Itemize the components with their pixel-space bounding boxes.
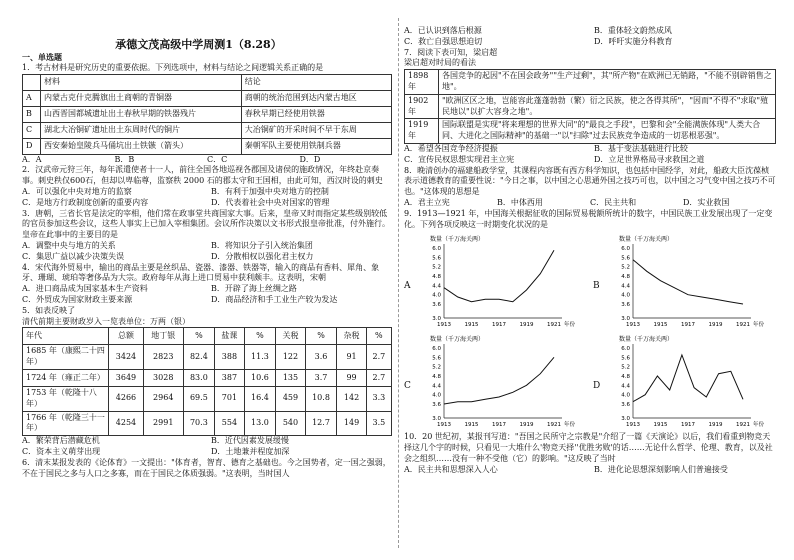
line-chart-c (404, 332, 584, 432)
q4-stem: 4．宋代海外贸易中，输出的商品主要是丝织品、瓷器、漆器、铁器等，输入的商品有香料、犀角、象牙、珊瑚、琥珀等奢侈品为大宗。政府每年从海上进口贸易中获利颇丰。这表明，宋朝 (22, 262, 380, 283)
option: A．民主共和思想深入人心 (404, 464, 498, 474)
table-cell: 387 (215, 369, 244, 386)
y-tick-label: 3.6 (621, 402, 630, 409)
table-cell: D (23, 138, 41, 154)
table-cell: 70.3 (183, 411, 215, 436)
table-row (23, 106, 392, 122)
y-tick-label: 5.2 (621, 365, 630, 372)
table-cell: 12.7 (305, 411, 337, 436)
table-cell: % (244, 328, 276, 345)
x-tick-label: 1919 (708, 422, 723, 429)
option: A．进口商品成为国家基本生产资料 (22, 284, 148, 294)
option: D．商品经济和手工业生产较为发达 (211, 294, 338, 304)
y-tick-label: 4.0 (432, 293, 441, 300)
table-cell: % (366, 328, 391, 345)
y-tick-label: 6.0 (432, 346, 441, 353)
y-tick-label: 4.8 (621, 274, 630, 281)
option: A．调整中央与地方的关系 (22, 240, 116, 250)
line-chart-b (593, 232, 773, 332)
table-cell: 16.4 (244, 386, 276, 411)
option: C．是地方行政制度创新的重要内容 (22, 197, 149, 207)
q7-options (404, 144, 776, 166)
q1-table (22, 74, 392, 155)
table-cell: 地丁银 (143, 328, 183, 345)
table-row (23, 138, 392, 154)
y-tick-label: 4.4 (432, 383, 441, 390)
y-tick-label: 3.0 (621, 316, 630, 323)
table-cell: 山西晋国都城遗址出土春秋早期的铁器残片 (41, 106, 242, 122)
x-tick-label: 1915 (464, 322, 479, 329)
table-cell: 3.7 (305, 369, 337, 386)
page-title: 承德文茂高级中学周测1（8.28） (115, 38, 282, 51)
table-row (23, 345, 392, 370)
table-cell: 结论 (241, 74, 391, 90)
table-cell: 82.4 (183, 345, 215, 370)
y-tick-label: 4.8 (432, 374, 441, 381)
table-cell: 1753 年（乾隆十八年） (23, 386, 109, 411)
x-tick-label: 1913 (626, 322, 640, 329)
option: B．重体轻文蔚然成风 (594, 26, 672, 35)
table-cell: 388 (215, 345, 244, 370)
table-cell: 2.7 (366, 345, 391, 370)
table-cell: 10.6 (244, 369, 276, 386)
option: C．宣传民权思想实现君主立宪 (404, 154, 515, 164)
table-cell: 国际联盟是实现"将来理想的世界大同"的"最良之手段"，巴黎和会"全能满族体现"人类大合同、大进化之国际精神"的基础一"以"扫除"过去民族竞争造成的一切恶根恶强"。 (439, 119, 776, 144)
q5-caption: 清代前期主要财政岁入一览表单位：万两（银） (22, 316, 190, 326)
q5-table (22, 327, 392, 436)
table-row (23, 369, 392, 386)
x-tick-label: 1919 (519, 322, 534, 329)
table-cell: 3.5 (366, 411, 391, 436)
option: A．希望各国竞争经济提振 (404, 143, 498, 153)
option: B．近代因素发展缓慢 (211, 436, 289, 446)
table-cell: 4254 (109, 411, 144, 436)
y-tick-label: 5.6 (621, 355, 630, 362)
table-row (23, 90, 392, 106)
option: B．开辟了海上丝绸之路 (211, 284, 297, 294)
q2-options (22, 187, 392, 209)
q6-options (404, 26, 776, 48)
option: D．土地兼并程度加深 (211, 446, 290, 456)
table-cell: 西安秦始皇陵兵马俑坑出土铁镞（箭头） (41, 138, 242, 154)
table-cell: 1685 年（康熙二十四年） (23, 345, 109, 370)
table-cell: 1919 年 (405, 119, 439, 144)
q5-stem: 5．如表反映了 (22, 305, 76, 315)
y-tick-label: 6.0 (621, 346, 630, 353)
option: A．已认识到落后根源 (404, 26, 482, 35)
y-axis-label: 数量（千万海关两） (430, 236, 485, 244)
table-cell: 1898 年 (405, 70, 439, 95)
x-tick-label: 1915 (653, 322, 668, 329)
table-cell: A (23, 90, 41, 106)
table-cell: 4266 (109, 386, 144, 411)
y-tick-label: 3.6 (432, 402, 441, 409)
q6-stem: 6．清末某报发表的《论体育》一文提出："体育者，智育、德育之基础也。今之国势者，定一国之强弱，不在于国民之多与人口之多寡，而在于国民之体质强弱。"这表明，当时国人 (22, 457, 391, 478)
table-cell: 杂税 (337, 328, 366, 345)
option: A．可以强化中央对地方的监察 (22, 186, 132, 196)
table-row (405, 70, 776, 95)
option: B．进化论思想深刻影响人们普遍接受 (594, 464, 728, 474)
x-axis-label: 年份 (564, 422, 576, 429)
line-chart-d (593, 332, 773, 432)
y-tick-label: 3.0 (432, 316, 441, 323)
q3-stem: 3．唐朝，三省长官是法定的宰相，他们常在政事堂共商国家大事。后来，皇帝又时而指定某些级别较低的官员参加这些会议，这些人事实上已加入宰相集团。会议所作决策以文书形式报皇帝批准，付外施行。皇帝在此事中的主要目的是 (22, 208, 390, 240)
table-cell: % (305, 328, 337, 345)
q7-table (404, 69, 776, 144)
option: D．立足世界格局寻求救国之道 (594, 154, 705, 164)
section-heading: 一、单选题 (22, 52, 62, 62)
series-line (444, 358, 554, 405)
chart-option-label: B (593, 281, 600, 292)
y-tick-label: 4.4 (621, 283, 630, 290)
y-tick-label: 5.6 (432, 355, 441, 362)
x-tick-label: 1921 (736, 322, 750, 329)
q8-stem: 8．晚清创办的福建船政学堂，其课程内容既有西方科学知识，也包括中国经学，对此，船政大臣沈葆桢表示道德教育的重要性说："今日之事，以中国之心思通外国之技巧可也，以中国之习气变中国之技巧不可也。"这体现的思想是 (404, 165, 776, 197)
q2-stem: 2．汉武帝元狩三年，每年派遣使者十一人，前往全国各地巡视各郡国及诸侯的施政情况，年终赴京奏事。刺史秩仅600石，但却以卑临尊，监察秩 2000 石的郡太守和王国相，由此可知，西汉时设的刺史 (22, 165, 383, 186)
option: B．将知识分子引入统治集团 (211, 240, 313, 250)
option: D．呼吁实施分科教育 (594, 36, 673, 46)
option: C．C (207, 154, 228, 164)
x-tick-label: 1915 (464, 422, 479, 429)
table-cell: 1766 年（乾隆三十一年） (23, 411, 109, 436)
y-tick-label: 5.6 (621, 255, 630, 262)
x-axis-label: 年份 (753, 422, 765, 429)
table-row (405, 94, 776, 119)
x-axis-label: 年份 (753, 322, 765, 329)
series-line (633, 355, 743, 402)
table-cell: 内蒙古克什克腾旗出土商朝的青铜器 (41, 90, 242, 106)
y-tick-label: 4.0 (621, 293, 630, 300)
y-tick-label: 4.0 (432, 393, 441, 400)
table-cell: 122 (276, 345, 305, 370)
option: B．中体西用 (497, 197, 543, 207)
table-cell: 材料 (41, 74, 242, 90)
table-cell: 大冶铜矿的开采时间不早于东周 (241, 122, 391, 138)
x-tick-label: 1919 (519, 422, 534, 429)
table-cell: 3649 (109, 369, 144, 386)
table-cell: 10.8 (305, 386, 337, 411)
table-cell: 11.3 (244, 345, 276, 370)
chart-panel-d (593, 332, 776, 432)
option: B．基于变法基础进行比较 (594, 143, 688, 153)
y-tick-label: 4.8 (621, 374, 630, 381)
y-tick-label: 3.6 (432, 302, 441, 309)
line-chart-a (404, 232, 584, 332)
series-line (633, 260, 743, 304)
table-cell: 3028 (143, 369, 183, 386)
table-row (23, 122, 392, 138)
q9-stem: 9．1913—1921 年，中国海关根据征收的国际贸易税额所统计的数字，中国民族工业发展出现了一定变化。下列各项反映这一时期变化状况的是 (404, 208, 773, 229)
table-cell: 盐课 (215, 328, 244, 345)
table-cell (23, 74, 41, 90)
q1-stem: 1．考古材料是研究历史的重要依据。下列选项中，材料与结论之间逻辑关系正确的是 (22, 62, 324, 72)
q7-caption: 梁启超对时局的看法 (404, 58, 476, 68)
y-tick-label: 4.8 (432, 274, 441, 281)
table-cell: 459 (276, 386, 305, 411)
option: B．B (114, 154, 135, 164)
option: D．代表着社会中央对国家的管理 (211, 197, 330, 207)
q10-options (404, 465, 776, 476)
table-cell: 湖北大冶铜矿遗址出土东周时代的铜片 (41, 122, 242, 138)
option: C．民主共和 (590, 197, 637, 207)
table-row (405, 119, 776, 144)
x-tick-label: 1921 (547, 322, 561, 329)
table-header-row (23, 328, 392, 345)
x-tick-label: 1917 (492, 322, 506, 329)
table-cell: 91 (337, 345, 366, 370)
option: A．A (22, 154, 42, 164)
q5-options (22, 436, 392, 458)
chart-panel-b (593, 232, 776, 332)
table-cell: 83.0 (183, 369, 215, 386)
table-header-row (23, 74, 392, 90)
x-tick-label: 1921 (547, 422, 561, 429)
table-cell: 3.3 (366, 386, 391, 411)
option: C．集思广益以减少决策失误 (22, 251, 125, 261)
option: D．D (299, 154, 321, 164)
y-tick-label: 3.0 (432, 416, 441, 423)
chart-option-label: C (404, 381, 411, 392)
x-tick-label: 1913 (626, 422, 640, 429)
option: D．分散相权以强化君主权力 (211, 251, 314, 261)
table-cell: 秦朝军队主要使用铁制兵器 (241, 138, 391, 154)
option: A．君主立宪 (404, 197, 450, 207)
option: C．资本主义萌芽出现 (22, 446, 101, 456)
option: C．救亡自强思想迫切 (404, 36, 483, 46)
table-cell: 135 (276, 369, 305, 386)
table-cell: 3424 (109, 345, 144, 370)
chart-option-label: A (404, 281, 411, 292)
table-cell: 商朝的统治范围到达内蒙古地区 (241, 90, 391, 106)
y-tick-label: 5.2 (432, 365, 441, 372)
table-cell: B (23, 106, 41, 122)
left-column (22, 52, 392, 479)
chart-option-label: D (593, 381, 601, 392)
q4-options (22, 284, 392, 306)
q9-charts (404, 232, 776, 432)
y-axis-label: 数量（千万海关两） (619, 336, 674, 344)
table-cell: 13.0 (244, 411, 276, 436)
right-column (404, 26, 776, 476)
q10-stem: 10．20 世纪初，某报刊写道："吾国之民所守之宗教是"介绍了一篇《天演论》以后，我们看重到物竞天择这几个字的时候，只看见一大堆什么'物竞天择''优胜劣败'的话……无论什么哲学、伦理、教育，以及社会之组织……没有一种不受他（它）的影响。"这反映了当时 (404, 432, 773, 463)
table-cell: 3.6 (305, 345, 337, 370)
option: B．有利于加强中央对地方的控制 (211, 186, 329, 196)
x-tick-label: 1915 (653, 422, 668, 429)
column-divider (398, 18, 399, 548)
x-tick-label: 1913 (437, 322, 451, 329)
table-cell: 2964 (143, 386, 183, 411)
x-tick-label: 1913 (437, 422, 451, 429)
option: D．实业救国 (683, 197, 730, 207)
table-cell: 149 (337, 411, 366, 436)
x-tick-label: 1917 (681, 422, 695, 429)
y-tick-label: 6.0 (432, 246, 441, 253)
table-cell: 1902 年 (405, 94, 439, 119)
y-tick-label: 4.4 (621, 383, 630, 390)
table-cell: 1724 年（雍正二年） (23, 369, 109, 386)
chart-panel-c (404, 332, 587, 432)
table-cell: 554 (215, 411, 244, 436)
table-cell: 2991 (143, 411, 183, 436)
table-cell: % (183, 328, 215, 345)
table-cell: 69.5 (183, 386, 215, 411)
y-tick-label: 4.0 (621, 393, 630, 400)
chart-panel-a (404, 232, 587, 332)
x-tick-label: 1917 (492, 422, 506, 429)
y-tick-label: 6.0 (621, 246, 630, 253)
table-cell: 99 (337, 369, 366, 386)
table-cell: "欧洲区区之地，岂能容此蓬蓬勃勃（繁）衍之民族，使之各得其所"，"因而"不得不"求取"殖民地以"以扩大容身之地"。 (439, 94, 776, 119)
table-row (23, 411, 392, 436)
table-cell: 各国竞争的起因"不在国会政务""生产过剩"，其"所产物"在欧洲已无销路，"不能不别辟销售之地"。 (439, 70, 776, 95)
table-cell: 142 (337, 386, 366, 411)
y-tick-label: 3.6 (621, 302, 630, 309)
table-cell: 春秋早期已经使用铁器 (241, 106, 391, 122)
q7-stem: 7．阅读下表可知，梁启超 (404, 47, 498, 57)
x-tick-label: 1919 (708, 322, 723, 329)
table-row (23, 386, 392, 411)
y-tick-label: 3.0 (621, 416, 630, 423)
x-tick-label: 1917 (681, 322, 695, 329)
table-cell: 2.7 (366, 369, 391, 386)
table-cell: C (23, 122, 41, 138)
table-cell: 关税 (276, 328, 305, 345)
y-tick-label: 5.2 (432, 265, 441, 272)
q8-options (404, 198, 776, 209)
option: C．外贸成为国家财政主要来源 (22, 294, 133, 304)
y-axis-label: 数量（千万海关两） (619, 236, 674, 244)
table-cell: 年代 (23, 328, 109, 345)
table-cell: 总额 (109, 328, 144, 345)
series-line (444, 251, 554, 302)
q1-options (22, 155, 392, 166)
option: A．繁荣背后潜藏危机 (22, 436, 100, 446)
table-cell: 2823 (143, 345, 183, 370)
y-tick-label: 5.6 (432, 255, 441, 262)
q3-options (22, 241, 392, 263)
table-cell: 540 (276, 411, 305, 436)
y-tick-label: 4.4 (432, 283, 441, 290)
x-axis-label: 年份 (564, 322, 576, 329)
y-tick-label: 5.2 (621, 265, 630, 272)
x-tick-label: 1921 (736, 422, 750, 429)
table-cell: 701 (215, 386, 244, 411)
y-axis-label: 数量（千万海关两） (430, 336, 485, 344)
